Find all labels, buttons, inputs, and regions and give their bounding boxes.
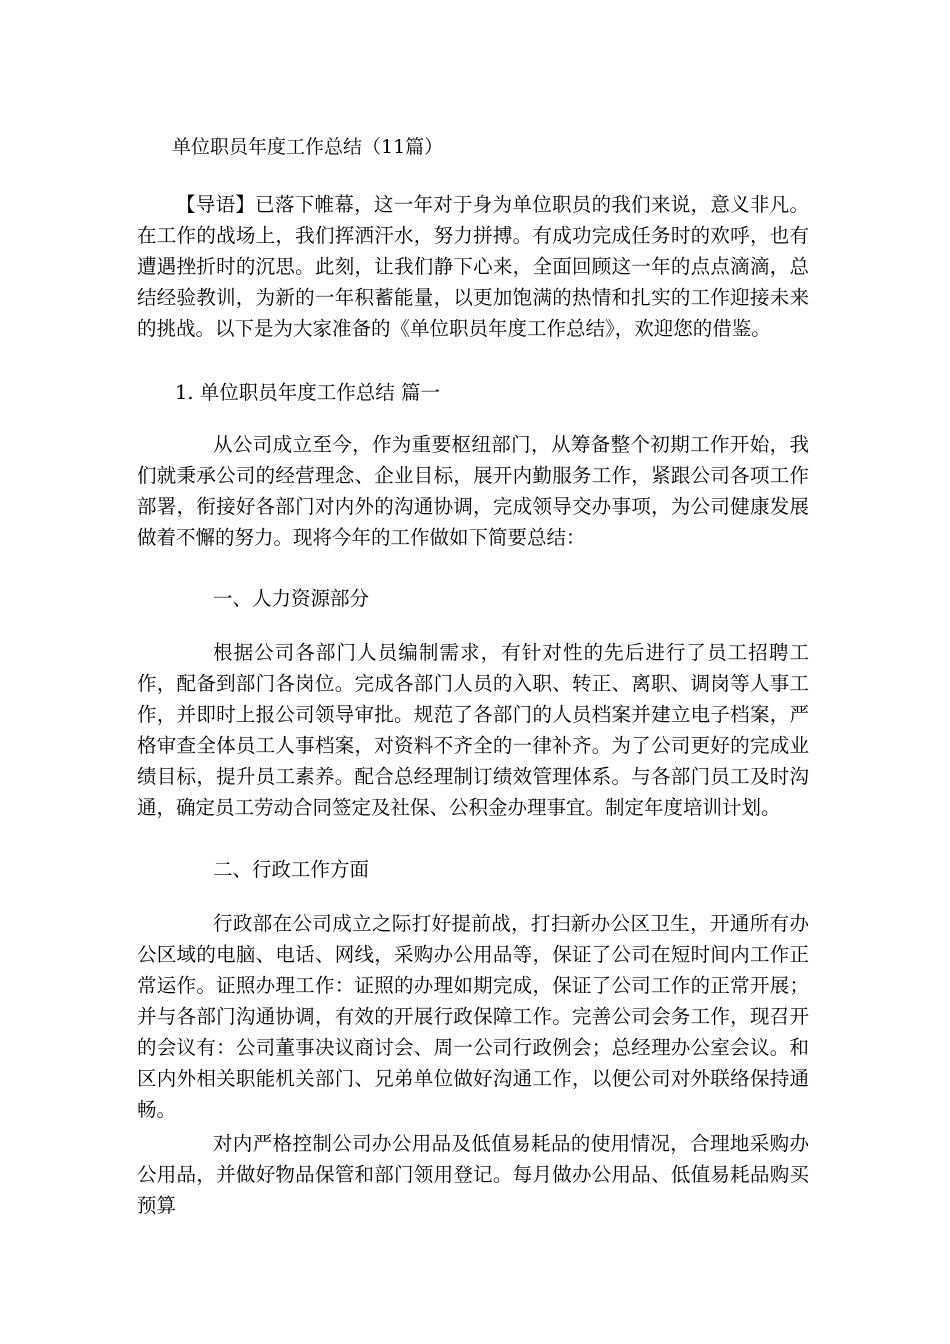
opening-paragraph: 从公司成立至今，作为重要枢纽部门，从筹备整个初期工作开始，我们就秉承公司的经营理念、企业目标，展开内勤服务工作，紧跟公司各项工作部署，衔接好各部门对内外的沟通协调，完成领导交办事项，为公司健康发展做着不懈的努力。现将今年的工作做如下简要总结： [137, 433, 809, 549]
supplies-paragraph: 对内严格控制公司办公用品及低值易耗品的使用情况，合理地采购办公用品，并做好物品保管和部门领用登记。每月做办公用品、低值易耗品购买预算 [137, 1132, 809, 1217]
admin-heading: 二、行政工作方面 [213, 858, 370, 881]
hr-paragraph: 根据公司各部门人员编制需求，有针对性的先后进行了员工招聘工作，配备到部门各岗位。完成各部门人员的入职、转正、离职、调岗等人事工作，并即时上报公司领导审批。规范了各部门的人员档案并建立电子档案，严格审查全体员工人事档案，对资料不齐全的一律补齐。为了公司更好的完成业绩目标，提升员工素养。配合总经理制订绩效管理体系。与各部门员工及时沟通，确定员工劳动合同签定及社保、公积金办理事宜。制定年度培训计划。 [137, 641, 809, 819]
document-title: 单位职员年度工作总结（11篇） [172, 136, 444, 158]
admin-paragraph: 行政部在公司成立之际打好提前战，打扫新办公区卫生，开通所有办公区域的电脑、电话、网线，采购办公用品等，保证了公司在短时间内工作正常运作。证照办理工作：证照的办理如期完成，保证了公司工作的正常开展；并与各部门沟通协调，有效的开展行政保障工作。完善公司会务工作，现召开的会议有：公司董事决议商讨会、周一公司行政例会；总经理办公室会议。和区内外相关职能机关部门、兄弟单位做好沟通工作，以便公司对外联络保持通畅。 [137, 912, 809, 1121]
section-title: 1. 单位职员年度工作总结 篇一 [175, 381, 441, 404]
intro-paragraph: 【导语】已落下帷幕，这一年对于身为单位职员的我们来说，意义非凡。在工作的战场上，我们挥洒汗水，努力拼搏。有成功完成任务时的欢呼，也有遭遇挫折时的沉思。此刻，让我们静下心来，全面回顾这一年的点点滴滴，总结经验教训，为新的一年积蓄能量，以更加饱满的热情和扎实的工作迎接未来的挑战。以下是为大家准备的《单位职员年度工作总结》，欢迎您的借鉴。 [137, 193, 809, 340]
hr-heading: 一、人力资源部分 [213, 587, 370, 610]
